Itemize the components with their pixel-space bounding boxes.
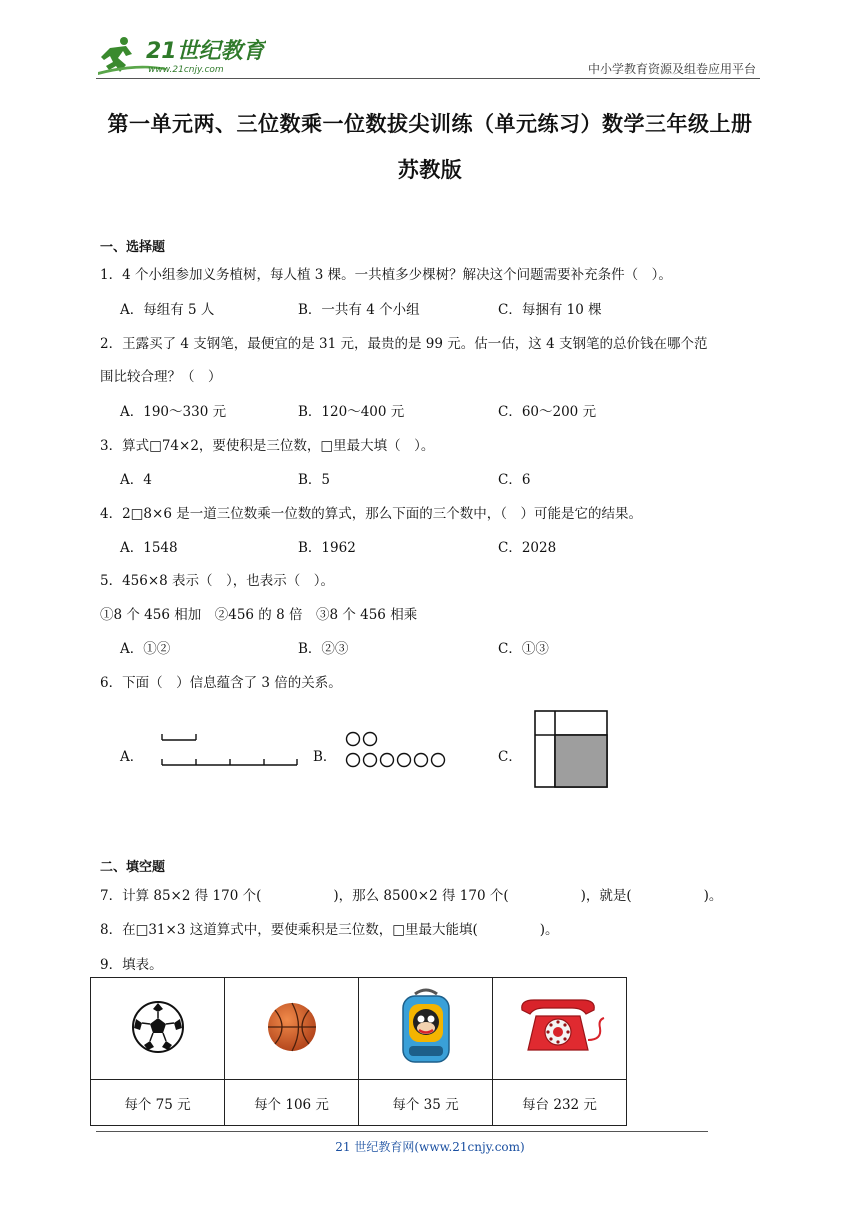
q1-option-b[interactable]: B．一共有 4 个小组 xyxy=(298,302,420,318)
doc-title-line2: 苏教版 xyxy=(397,158,463,182)
question-3: 3．算式□74×2，要使积是三位数，□里最大填（ ）。 xyxy=(100,438,435,454)
q3-option-a[interactable]: A．4 xyxy=(120,472,152,488)
q3-option-b[interactable]: B．5 xyxy=(298,472,331,488)
q6-option-c[interactable]: C． xyxy=(498,749,522,765)
q5-option-b[interactable]: B．②③ xyxy=(298,641,349,657)
question-1: 1．4 个小组参加义务植树，每人植 3 棵。一共植多少棵树？解决这个问题需要补充条件（ ）。 xyxy=(100,267,672,283)
q6-square-diagram xyxy=(533,709,609,789)
question-4: 4．2□8×6 是一道三位数乘一位数的算式，那么下面的三个数中，（ ）可能是它的结果。 xyxy=(100,506,642,522)
platform-label: 中小学教育资源及组卷应用平台 xyxy=(587,62,756,76)
cell-backpack xyxy=(359,978,493,1080)
q1-option-c[interactable]: C．每捆有 10 棵 xyxy=(498,302,602,318)
soccer-ball-icon xyxy=(130,999,186,1055)
question-9: 9．填表。 xyxy=(100,957,163,973)
q2-option-a[interactable]: A．190～330 元 xyxy=(120,404,227,420)
question-5: 5．456×8 表示（ ），也表示（ ）。 xyxy=(100,573,335,589)
q4-option-a[interactable]: A．1548 xyxy=(120,540,178,556)
q8-text-a: 8．在□31×3 这道算式中，要使乘积是三位数，□里最大能填( xyxy=(100,922,478,938)
q7-text-d: )。 xyxy=(703,888,723,904)
q6-option-a[interactable]: A． xyxy=(120,749,144,765)
q6-option-b[interactable]: B． xyxy=(313,749,337,765)
q6-circles-diagram xyxy=(342,729,452,769)
price-backpack: 每个 35 元 xyxy=(359,1080,493,1126)
question-2: 2．王露买了 4 支钢笔，最便宜的是 31 元，最贵的是 99 元。估一估，这 4 支钢笔的总价钱在哪个范 xyxy=(100,336,708,352)
backpack-icon xyxy=(397,986,455,1068)
q7-text-a: 7．计算 85×2 得 170 个( xyxy=(100,888,262,904)
q7-text-b: )，那么 8500×2 得 170 个( xyxy=(333,888,509,904)
cell-basketball xyxy=(225,978,359,1080)
cell-telephone xyxy=(493,978,627,1080)
q8-text-b: )。 xyxy=(539,922,559,938)
price-telephone: 每台 232 元 xyxy=(493,1080,627,1126)
cell-soccer xyxy=(91,978,225,1080)
price-basketball: 每个 106 元 xyxy=(225,1080,359,1126)
question-7 xyxy=(100,884,722,904)
q5-option-c[interactable]: C．①③ xyxy=(498,641,549,657)
q2-option-b[interactable]: B．120～400 元 xyxy=(298,404,405,420)
svg-text:21世纪教育: 21世纪教育 xyxy=(146,39,265,64)
svg-text:www.21cnjy.com: www.21cnjy.com xyxy=(148,65,224,75)
q6-segment-diagram xyxy=(158,728,303,770)
footer-link[interactable]: 21 世纪教育网(www.21cnjy.com) xyxy=(335,1140,525,1154)
q1-option-a[interactable]: A．每组有 5 人 xyxy=(120,302,215,318)
doc-title-line1: 第一单元两、三位数乘一位数拔尖训练（单元练习）数学三年级上册 xyxy=(107,112,753,136)
question-6: 6．下面（ ）信息蕴含了 3 倍的关系。 xyxy=(100,675,342,691)
telephone-icon xyxy=(512,996,608,1058)
question-2-cont: 围比较合理？（ ） xyxy=(100,369,222,385)
logo-21cnjy xyxy=(96,32,266,78)
basketball-icon xyxy=(265,1000,319,1054)
q5-option-a[interactable]: A．①② xyxy=(120,641,171,657)
question-5-statements: ①8 个 456 相加 ②456 的 8 倍 ③8 个 456 相乘 xyxy=(100,607,418,623)
q7-text-c: )，就是( xyxy=(580,888,632,904)
q4-option-b[interactable]: B．1962 xyxy=(298,540,356,556)
section-heading-fill: 二、填空题 xyxy=(100,860,166,875)
footer-divider xyxy=(96,1131,708,1132)
price-table xyxy=(90,977,627,1126)
q2-option-c[interactable]: C．60～200 元 xyxy=(498,404,597,420)
question-8 xyxy=(100,918,559,938)
q4-option-c[interactable]: C．2028 xyxy=(498,540,557,556)
q3-option-c[interactable]: C．6 xyxy=(498,472,531,488)
price-soccer: 每个 75 元 xyxy=(91,1080,225,1126)
section-heading-choice: 一、选择题 xyxy=(100,240,166,255)
header-divider xyxy=(96,78,760,79)
